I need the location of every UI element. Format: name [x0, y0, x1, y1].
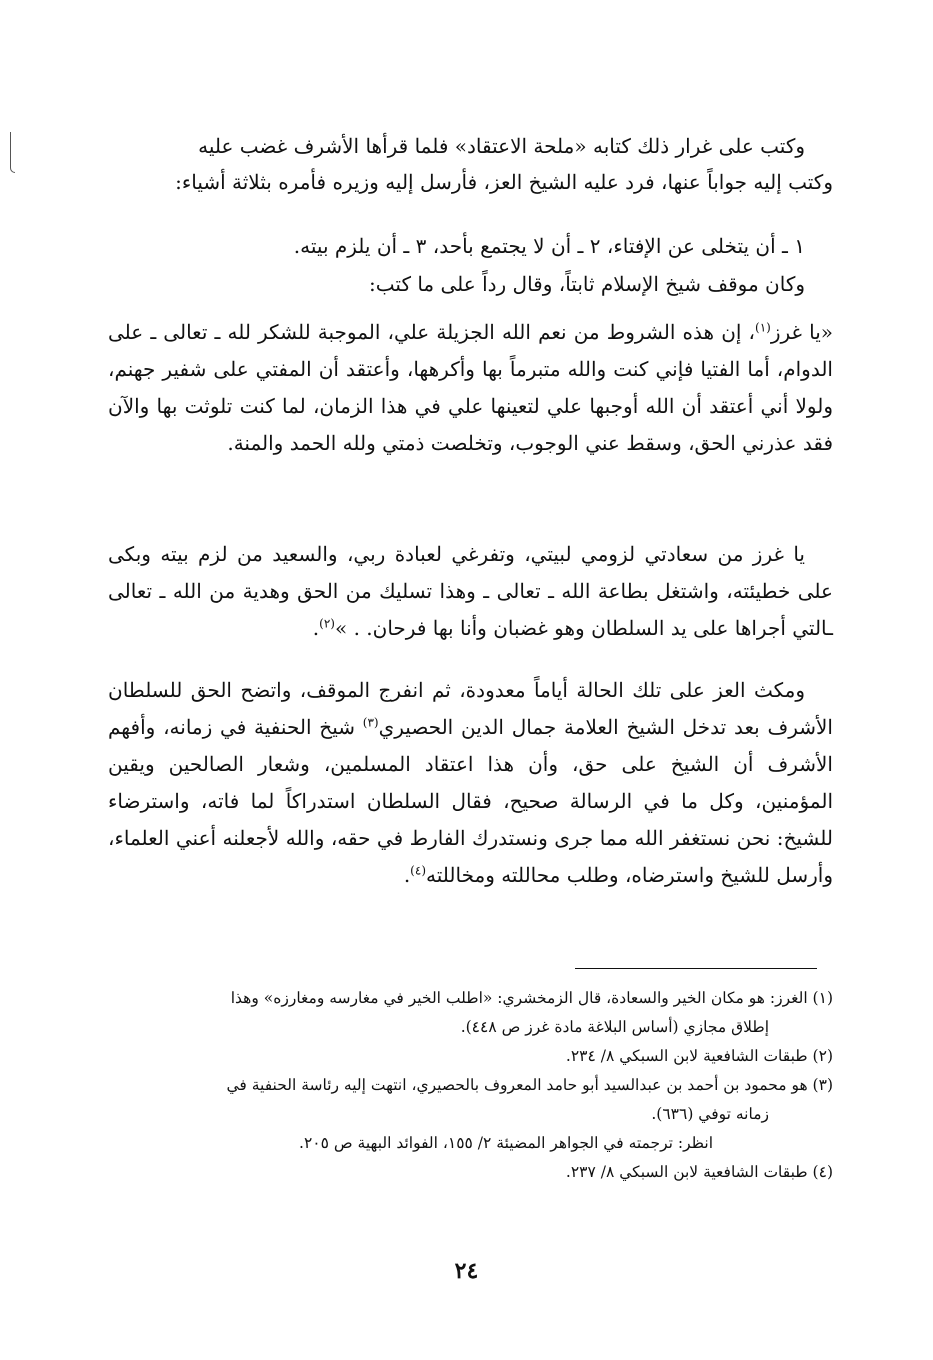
- footnote-4: (٤) طبقات الشافعية لابن السبكي ٨/ ٢٣٧.: [565, 1163, 833, 1181]
- paragraph-6-part-1: ومكث العز على تلك الحالة أياماً معدودة، ثم انفرج الموقف، واتضح الحق للسلطان الأشرف بعد تدخل الشيخ العلامة جمال الدين الحصيري: [108, 678, 833, 739]
- paragraph-6-part-2: شيخ الحنفية في زمانه، وأفهم الأشرف أن الشيخ على حق، وأن هذا اعتقاد المسلمين، وشعار الصالحين ويقين المؤمنين، وكل ما في الرسالة صحيح، فقال السلطان استدراكاً لما فاته، واسترضاء للشيخ: نحن نستغفر الله مما جرى ونستدرك الفارط في حقه، والله لأجعلنه أعني العلماء، وأرسل للشيخ واسترضاه، وطلب محاللته ومخاللته: [108, 715, 833, 887]
- paragraph-1-line-1: وكتب على غرار ذلك كتابه «ملحة الاعتقاد» فلما قرأها الأشرف غضب عليه: [198, 134, 805, 158]
- paragraph-5: [108, 536, 833, 647]
- footnote-ref-3: (٣): [362, 715, 379, 730]
- footnote-3-line-1: (٣) هو محمود بن أحمد بن عبدالسيد أبو حامد المعروف بالحصيري، انتهت إليه رئاسة الحنفية في: [226, 1076, 833, 1094]
- paragraph-5-text: [108, 536, 833, 647]
- paragraph-4-text: [108, 314, 833, 462]
- paragraph-2-conditions: [108, 228, 833, 264]
- footnote-3: [108, 1071, 833, 1100]
- paragraph-3: [108, 266, 833, 302]
- paragraph-6-text: [108, 672, 833, 894]
- footnote-ref-1: (١): [755, 320, 771, 335]
- footnote-ref-4: (٤): [410, 863, 426, 878]
- margin-bracket-mark: [10, 132, 15, 173]
- footnote-ref-2: (٢): [319, 616, 335, 631]
- paragraph-5-body: يا غرز من سعادتي لزومي لبيتي، وتفرغي لعبادة ربي، والسعيد من لزم بيته وبكى على خطيئته، واشتغل بطاعة الله ـ تعالى ـ وهذا تسليك من الحق وهدية من الله ـ تعالى ـالتي أجراها على يد السلطان وهو غضبان وأنا بها فرحان. . »: [108, 542, 833, 640]
- footnotes: [108, 984, 833, 1187]
- paragraph-1-line-2: وكتب إليه جواباً عنها، فرد عليه الشيخ العز، فأرسل إليه وزيره فأمره بثلاثة أشياء:: [175, 170, 833, 194]
- footnote-3-line-3: انظر: ترجمته في الجواهر المضيئة ٢/ ١٥٥، الفوائد البهية ص ٢٠٥.: [299, 1134, 713, 1152]
- quote-body: ، إن هذه الشروط من نعم الله الجزيلة علي، الموجبة للشكر لله ـ تعالى ـ على الدوام، أما الفتيا فإني كنت والله متبرماً بها وأكرهها، وأعتقد أن المفتي على شفير جهنم، ولولا أني أعتقد أن الله أوجبها علي لتعينها علي في هذا الزمان، لما كنت تلوثت بها والآن فقد عذرني الحق، وسقط عني الوجوب، وتخلصت ذمتي ولله الحمد والمنة.: [108, 320, 833, 455]
- footnote-1-line-2: إطلاق مجازي (أساس البلاغة مادة غرز ص ٤٤٨).: [460, 1018, 769, 1036]
- footnote-separator: [575, 968, 817, 969]
- page-number: ٢٤: [454, 1258, 479, 1284]
- paragraph-6-end: .: [403, 863, 411, 887]
- footnote-1-line-1: (١) الغرز: هو مكان الخير والسعادة، قال الزمخشري: «اطلب الخير في مغارسه ومغارزه» وهذا: [230, 989, 833, 1007]
- paragraph-6: [108, 672, 833, 894]
- paragraph-5-end: .: [312, 616, 320, 640]
- quote-opening: «يا غرز: [770, 320, 834, 344]
- paragraph-3-line: وكان موقف شيخ الإسلام ثابتاً، وقال رداً على ما كتب:: [369, 272, 805, 296]
- footnote-2: (٢) طبقات الشافعية لابن السبكي ٨/ ٢٣٤.: [565, 1047, 833, 1065]
- paragraph-4-quote: [108, 314, 833, 462]
- footnote-1: [108, 984, 833, 1013]
- conditions-line: ١ ـ أن يتخلى عن الإفتاء، ٢ ـ أن لا يجتمع بأحد، ٣ ـ أن يلزم بيته.: [293, 234, 805, 258]
- paragraph-1: [108, 128, 833, 200]
- footnote-3-line-2: زمانه توفي (٦٣٦).: [651, 1105, 769, 1123]
